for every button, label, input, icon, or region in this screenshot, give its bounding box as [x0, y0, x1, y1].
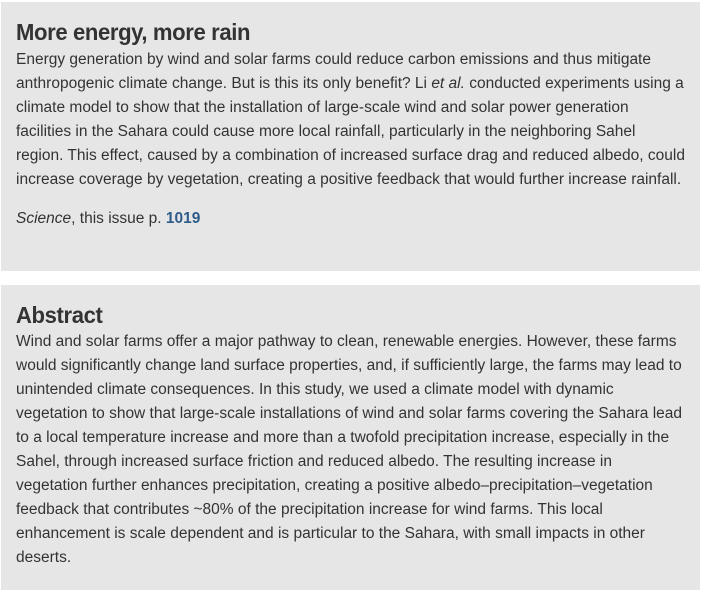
citation-journal: Science [16, 210, 72, 227]
citation-page-link[interactable]: 1019 [165, 210, 201, 227]
abstract-body: Wind and solar farms offer a major pathway to clean, renewable energies. However, these farms would significantly change land surface properties, and, if sufficiently large, the farms may lead to unintended climate consequences. In this study, we used a climate model with dynamic vegetation to show that large-scale installations of wind and solar farms covering the Sahara lead to a local temperature increase and more than a twofold precipitation increase, especially in the Sahel, through increased surface friction and reduced albedo. The resulting increase in vegetation further enhances precipitation, creating a positive albedo–precipitation–vegetation feedback that contributes ~80% of the precipitation increase for wind farms. This local enhancement is scale dependent and is particular to the Sahara, with small impacts in other deserts. [16, 333, 683, 566]
abstract-panel [1, 285, 700, 590]
editor-summary-panel [1, 2, 700, 271]
summary-title: More energy, more rain [16, 19, 251, 45]
summary-text-end: conducted experiments using a climate model to show that the installation of large-scale wind and solar power generation facilities in the Sahara could cause more local rainfall, particularly in the neighboring Sahel region. This effect, caused by a combination of increased surface drag and reduced albedo, could increase coverage by vegetation, creating a positive feedback that would further increase rainfall. [16, 75, 685, 188]
citation-line [16, 207, 685, 231]
citation-middle: , this issue p. [71, 210, 166, 227]
abstract-title: Abstract [16, 302, 103, 328]
summary-text-italic: et al. [431, 75, 465, 92]
summary-text-start: Energy generation by wind and solar farms could reduce carbon emissions and thus mitigate anthropogenic climate change. But is this its only benefit? Li [16, 51, 651, 92]
summary-body [16, 48, 685, 192]
